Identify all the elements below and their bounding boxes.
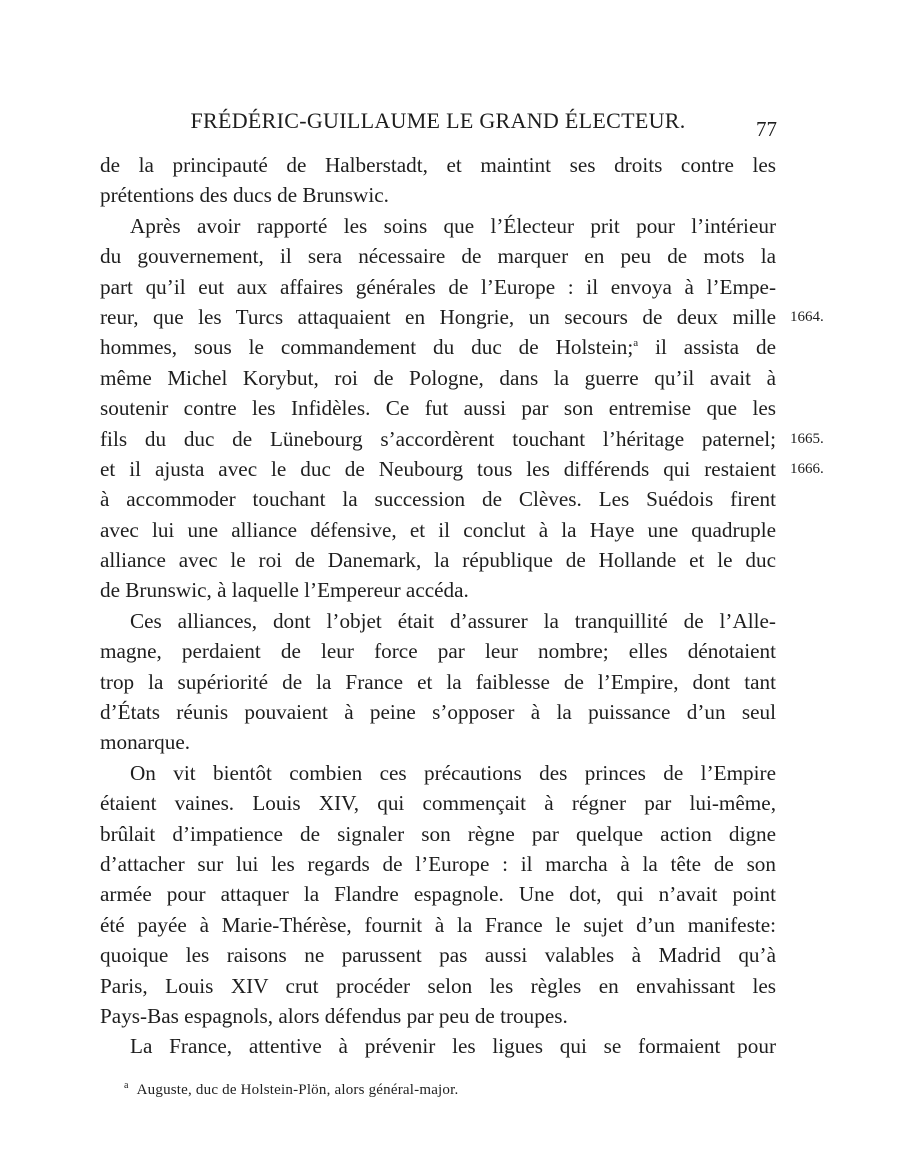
text-line: été payée à Marie-Thérèse, fournit à la France le sujet d’un manifeste: (100, 912, 776, 937)
running-header (100, 108, 776, 134)
text-line: armée pour attaquer la Flandre espagnole. Une dot, qui n’avait point (100, 882, 776, 907)
text-line: avec lui une alliance défensive, et il conclut à la Haye une quadruple (100, 517, 776, 542)
margin-date: 1665. (790, 430, 824, 447)
footnote-mark: a (124, 1080, 129, 1091)
text-line-content: et il ajusta avec le duc de Neubourg tous les différends qui restaient (100, 456, 776, 481)
footnote-ref: a (633, 337, 639, 350)
text-line: brûlait d’impatience de signaler son règne par quelque action digne (100, 821, 776, 846)
text-line: quoique les raisons ne parussent pas aussi valables à Madrid qu’à (100, 943, 776, 968)
footnote (124, 1080, 458, 1099)
text-line: même Michel Korybut, roi de Pologne, dans la guerre qu’il avait à (100, 365, 776, 390)
text-line: d’États réunis pouvaient à peine s’opposer à la puissance d’un seul (100, 700, 776, 725)
text-line: part qu’il eut aux affaires générales de l’Europe : il envoya à l’Empe- (100, 274, 776, 299)
text-line: alliance avec le roi de Danemark, la république de Hollande et le duc (100, 548, 776, 573)
text-line: magne, perdaient de leur force par leur nombre; elles dénotaient (100, 639, 776, 664)
text-line: soutenir contre les Infidèles. Ce fut aussi par son entremise que les (100, 396, 776, 421)
text-line: On vit bientôt combien ces précautions des princes de l’Empire (130, 760, 776, 785)
text-line: prétentions des ducs de Brunswic. (100, 183, 389, 208)
running-title: FRÉDÉRIC-GUILLAUME LE GRAND ÉLECTEUR. (190, 108, 686, 133)
text-line (100, 332, 776, 362)
text-line: La France, attentive à prévenir les ligues qui se formaient pour (130, 1034, 776, 1059)
text-line-content: reur, que les Turcs attaquaient en Hongrie, un secours de deux mille (100, 304, 776, 329)
text-line: Pays-Bas espagnols, alors défendus par peu de troupes. (100, 1003, 568, 1028)
text-line (100, 302, 824, 332)
margin-date: 1664. (790, 308, 824, 325)
text-line (100, 454, 824, 484)
text-line: de la principauté de Halberstadt, et maintint ses droits contre les (100, 153, 776, 177)
text-line-content: fils du duc de Lünebourg s’accordèrent touchant l’héritage paternel; (100, 426, 776, 451)
text-line: de Brunswic, à laquelle l’Empereur accéda. (100, 578, 469, 603)
text-line (100, 424, 824, 454)
margin-date: 1666. (790, 460, 824, 477)
page-number: 77 (756, 117, 777, 141)
text-line: trop la supériorité de la France et la faiblesse de l’Empire, dont tant (100, 669, 776, 694)
text-line: Ces alliances, dont l’objet était d’assurer la tranquillité de l’Alle- (130, 608, 776, 633)
text-line-content: hommes, sous le commandement du duc de Holstein; (100, 335, 634, 360)
text-line-content: il assista de (638, 335, 776, 360)
text-line: Paris, Louis XIV crut procéder selon les règles en envahissant les (100, 973, 776, 998)
text-line: à accommoder touchant la succession de Clèves. Les Suédois firent (100, 487, 776, 512)
text-line: d’attacher sur lui les regards de l’Europe : il marcha à la tête de son (100, 851, 776, 876)
text-line: étaient vaines. Louis XIV, qui commençait à régner par lui-même, (100, 791, 776, 816)
text-line: Après avoir rapporté les soins que l’Électeur prit pour l’intérieur (130, 213, 776, 238)
footnote-text: Auguste, duc de Holstein-Plön, alors général-major. (136, 1082, 459, 1098)
body-text (100, 150, 824, 1062)
text-line: du gouvernement, il sera nécessaire de marquer en peu de mots la (100, 244, 776, 269)
text-line: monarque. (100, 730, 191, 755)
